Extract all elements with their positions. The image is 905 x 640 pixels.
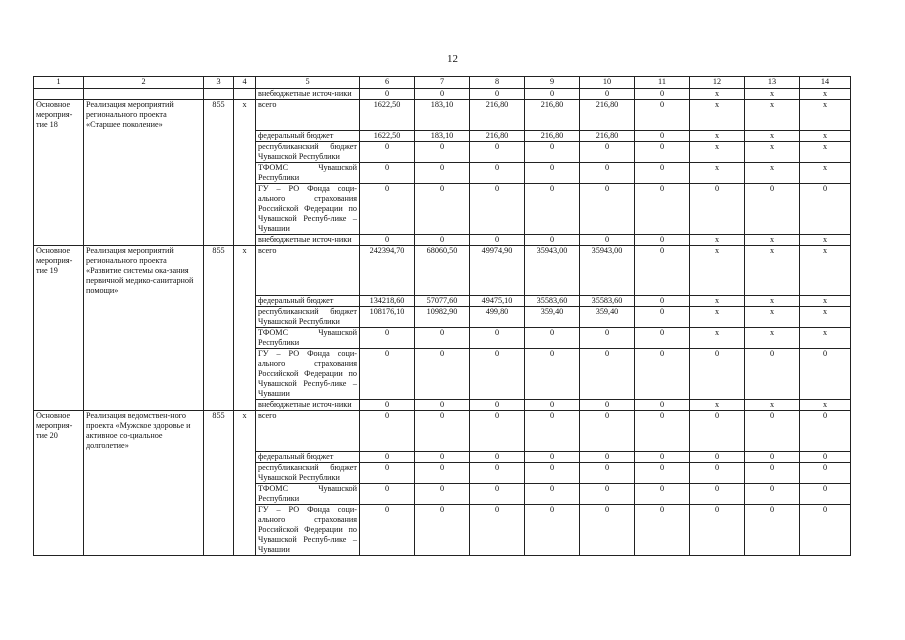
value-cell: 0 [580,234,635,245]
value-cell: 216,80 [525,130,580,141]
value-cell: 359,40 [525,307,580,328]
value-cell: 0 [360,451,415,462]
value-cell: 0 [690,411,745,452]
mark-cell [234,296,256,307]
event-name-cell: Основное мероприя-тие 20 [34,411,84,452]
table-row [34,245,851,296]
value-cell: x [745,100,800,131]
project-name-cell [84,89,204,100]
value-cell: x [800,307,851,328]
value-cell: 35943,00 [525,245,580,296]
value-cell: x [800,245,851,296]
funding-source-cell: внебюджетные источ-ники [256,89,360,100]
value-cell: 1622,50 [360,130,415,141]
project-name-cell [84,349,204,400]
event-name-cell: Основное мероприя-тие 18 [34,100,84,131]
project-name-cell [84,141,204,162]
value-cell: 0 [580,141,635,162]
mark-cell [234,483,256,504]
value-cell: x [745,400,800,411]
value-cell: 0 [360,349,415,400]
value-cell: 0 [470,162,525,183]
event-name-cell [34,400,84,411]
column-header: 9 [525,77,580,89]
funding-source-cell: ГУ – РО Фонда соци-ального страхования Российской Федерации по Чувашской Респуб-лике – Чувашии [256,183,360,234]
funding-source-cell: республиканский бюджет Чувашской Республики [256,307,360,328]
value-cell: 0 [800,349,851,400]
event-name-cell [34,504,84,555]
column-header: 13 [745,77,800,89]
table-row [34,141,851,162]
value-cell: 0 [470,411,525,452]
project-name-cell [84,451,204,462]
code-cell [204,162,234,183]
column-header: 12 [690,77,745,89]
project-name-cell [84,328,204,349]
value-cell: x [800,328,851,349]
code-cell [204,504,234,555]
value-cell: x [745,307,800,328]
code-cell [204,307,234,328]
budget-table [33,76,851,556]
value-cell: x [800,100,851,131]
value-cell: x [745,141,800,162]
column-header: 4 [234,77,256,89]
value-cell: 0 [580,504,635,555]
value-cell: 0 [690,349,745,400]
value-cell: x [690,234,745,245]
value-cell: x [745,234,800,245]
value-cell: 0 [415,462,470,483]
value-cell: 0 [470,89,525,100]
event-name-cell: Основное мероприя-тие 19 [34,245,84,296]
value-cell: 0 [415,328,470,349]
code-cell: 855 [204,100,234,131]
value-cell: 216,80 [470,100,525,131]
value-cell: x [690,89,745,100]
value-cell: 0 [415,411,470,452]
value-cell: 216,80 [580,130,635,141]
value-cell: 0 [525,141,580,162]
value-cell: 0 [360,504,415,555]
value-cell: x [690,245,745,296]
project-name-cell [84,296,204,307]
project-name-cell [84,504,204,555]
column-header: 1 [34,77,84,89]
value-cell: 0 [525,349,580,400]
code-cell: 855 [204,245,234,296]
value-cell: 0 [690,183,745,234]
value-cell: x [745,296,800,307]
code-cell [204,130,234,141]
code-cell [204,328,234,349]
value-cell: 0 [635,451,690,462]
project-name-cell [84,130,204,141]
value-cell: x [800,234,851,245]
value-cell: 0 [690,462,745,483]
value-cell: 0 [635,462,690,483]
value-cell: 0 [635,504,690,555]
mark-cell [234,234,256,245]
value-cell: x [800,141,851,162]
code-cell [204,141,234,162]
mark-cell [234,400,256,411]
value-cell: 216,80 [470,130,525,141]
value-cell: 0 [360,141,415,162]
code-cell: 855 [204,411,234,452]
project-name-cell [84,183,204,234]
event-name-cell [34,141,84,162]
value-cell: 0 [470,349,525,400]
value-cell: 0 [525,411,580,452]
funding-source-cell: внебюджетные источ-ники [256,234,360,245]
mark-cell [234,162,256,183]
project-name-cell [84,483,204,504]
code-cell [204,451,234,462]
funding-source-cell: республиканский бюджет Чувашской Республики [256,462,360,483]
value-cell: 0 [470,234,525,245]
value-cell: x [690,400,745,411]
value-cell: 216,80 [580,100,635,131]
column-header: 2 [84,77,204,89]
mark-cell [234,130,256,141]
value-cell: 0 [525,328,580,349]
code-cell [204,400,234,411]
value-cell: 0 [635,89,690,100]
table-row [34,89,851,100]
event-name-cell [34,451,84,462]
value-cell: x [800,162,851,183]
code-cell [204,483,234,504]
value-cell: 0 [800,483,851,504]
column-number-row [34,77,851,89]
funding-source-cell: ТФОМС Чувашской Республики [256,328,360,349]
value-cell: 0 [635,234,690,245]
value-cell: 0 [470,141,525,162]
value-cell: 0 [360,462,415,483]
funding-source-cell: республиканский бюджет Чувашской Республики [256,141,360,162]
value-cell: 0 [360,183,415,234]
mark-cell [234,307,256,328]
value-cell: 0 [690,451,745,462]
value-cell: x [745,89,800,100]
value-cell: 0 [635,245,690,296]
code-cell [204,89,234,100]
value-cell: 0 [525,183,580,234]
funding-source-cell: всего [256,100,360,131]
value-cell: 0 [470,462,525,483]
table-row [34,162,851,183]
value-cell: 57077,60 [415,296,470,307]
project-name-cell [84,162,204,183]
value-cell: x [800,296,851,307]
project-name-cell: Реализация ведомствен-ного проекта «Мужское здоровье и активное со-циальное долголетие» [84,411,204,452]
value-cell: 0 [360,89,415,100]
project-name-cell [84,400,204,411]
value-cell: 499,80 [470,307,525,328]
table-row [34,349,851,400]
value-cell: 0 [525,234,580,245]
project-name-cell [84,234,204,245]
value-cell: 0 [470,483,525,504]
value-cell: 0 [470,400,525,411]
column-header: 11 [635,77,690,89]
table-row [34,462,851,483]
table-row [34,183,851,234]
funding-source-cell: федеральный бюджет [256,130,360,141]
value-cell: 0 [525,162,580,183]
funding-source-cell: федеральный бюджет [256,296,360,307]
value-cell: 0 [745,411,800,452]
value-cell: 0 [525,483,580,504]
value-cell: 49475,10 [470,296,525,307]
value-cell: 0 [580,349,635,400]
value-cell: 0 [525,400,580,411]
value-cell: x [690,296,745,307]
event-name-cell [34,234,84,245]
value-cell: 0 [745,462,800,483]
event-name-cell [34,483,84,504]
value-cell: 0 [745,183,800,234]
value-cell: 0 [470,451,525,462]
value-cell: 0 [580,162,635,183]
event-name-cell [34,296,84,307]
value-cell: 0 [360,400,415,411]
funding-source-cell: ГУ – РО Фонда соци-ального страхования Российской Федерации по Чувашской Респуб-лике – Чувашии [256,504,360,555]
column-header: 10 [580,77,635,89]
value-cell: 35583,60 [525,296,580,307]
value-cell: 359,40 [580,307,635,328]
value-cell: x [690,130,745,141]
mark-cell [234,451,256,462]
value-cell: 0 [470,183,525,234]
event-name-cell [34,328,84,349]
value-cell: x [745,328,800,349]
column-header: 14 [800,77,851,89]
value-cell: 35943,00 [580,245,635,296]
value-cell: 0 [580,451,635,462]
value-cell: 0 [360,234,415,245]
value-cell: x [690,100,745,131]
value-cell: 0 [415,141,470,162]
funding-source-cell: внебюджетные источ-ники [256,400,360,411]
value-cell: 0 [580,328,635,349]
value-cell: 0 [745,504,800,555]
value-cell: 0 [745,451,800,462]
mark-cell [234,349,256,400]
funding-source-cell: всего [256,245,360,296]
column-header: 6 [360,77,415,89]
funding-source-cell: ТФОМС Чувашской Республики [256,483,360,504]
value-cell: 216,80 [525,100,580,131]
value-cell: x [745,245,800,296]
value-cell: 0 [800,462,851,483]
value-cell: 0 [470,504,525,555]
value-cell: x [800,130,851,141]
value-cell: 0 [525,89,580,100]
value-cell: 0 [580,483,635,504]
table-row [34,400,851,411]
event-name-cell [34,349,84,400]
value-cell: 0 [635,130,690,141]
value-cell: 0 [800,183,851,234]
value-cell: 0 [415,451,470,462]
value-cell: 0 [635,100,690,131]
value-cell: x [800,400,851,411]
value-cell: 0 [360,162,415,183]
mark-cell: x [234,100,256,131]
table-row [34,100,851,131]
code-cell [204,462,234,483]
value-cell: 0 [635,483,690,504]
table-row [34,234,851,245]
value-cell: 0 [360,411,415,452]
event-name-cell [34,89,84,100]
event-name-cell [34,183,84,234]
funding-source-cell: федеральный бюджет [256,451,360,462]
value-cell: 35583,60 [580,296,635,307]
value-cell: 0 [415,400,470,411]
project-name-cell [84,307,204,328]
event-name-cell [34,462,84,483]
value-cell: 0 [525,451,580,462]
mark-cell [234,183,256,234]
mark-cell [234,89,256,100]
value-cell: 0 [635,328,690,349]
table-row [34,504,851,555]
value-cell: 0 [635,411,690,452]
mark-cell: x [234,411,256,452]
value-cell: 0 [580,411,635,452]
value-cell: 10982,90 [415,307,470,328]
value-cell: 0 [580,400,635,411]
column-header: 5 [256,77,360,89]
project-name-cell: Реализация мероприятий регионального проекта «Старшее поколение» [84,100,204,131]
value-cell: 0 [580,462,635,483]
value-cell: x [800,89,851,100]
value-cell: x [745,162,800,183]
value-cell: 0 [360,483,415,504]
value-cell: 108176,10 [360,307,415,328]
mark-cell [234,504,256,555]
funding-source-cell: ТФОМС Чувашской Республики [256,162,360,183]
value-cell: 0 [415,162,470,183]
mark-cell: x [234,245,256,296]
table-row [34,307,851,328]
project-name-cell [84,462,204,483]
value-cell: 0 [690,504,745,555]
funding-source-cell: ГУ – РО Фонда соци-ального страхования Российской Федерации по Чувашской Респуб-лике – Чувашии [256,349,360,400]
table-row [34,328,851,349]
value-cell: 49974,90 [470,245,525,296]
funding-source-cell: всего [256,411,360,452]
project-name-cell: Реализация мероприятий регионального проекта «Развитие системы ока-зания первичной медико-санитарной помощи» [84,245,204,296]
column-header: 7 [415,77,470,89]
value-cell: 0 [580,183,635,234]
value-cell: x [690,141,745,162]
value-cell: 0 [415,234,470,245]
table-row [34,483,851,504]
value-cell: 183,10 [415,130,470,141]
value-cell: 0 [415,89,470,100]
value-cell: 1622,50 [360,100,415,131]
value-cell: x [690,328,745,349]
table-body [34,89,851,556]
table-row [34,451,851,462]
value-cell: 0 [635,183,690,234]
table-row [34,411,851,452]
value-cell: 0 [635,162,690,183]
table-row [34,296,851,307]
event-name-cell [34,162,84,183]
event-name-cell [34,130,84,141]
value-cell: 0 [635,141,690,162]
value-cell: 0 [415,349,470,400]
value-cell: 0 [635,296,690,307]
value-cell: 0 [800,411,851,452]
value-cell: x [690,162,745,183]
value-cell: 0 [415,483,470,504]
value-cell: 0 [800,451,851,462]
value-cell: 0 [800,504,851,555]
value-cell: x [690,307,745,328]
value-cell: 0 [690,483,745,504]
column-header: 8 [470,77,525,89]
mark-cell [234,328,256,349]
code-cell [204,349,234,400]
code-cell [204,296,234,307]
value-cell: 0 [470,328,525,349]
event-name-cell [34,307,84,328]
column-header: 3 [204,77,234,89]
value-cell: 0 [745,349,800,400]
value-cell: 0 [580,89,635,100]
code-cell [204,183,234,234]
value-cell: 0 [745,483,800,504]
value-cell: x [745,130,800,141]
value-cell: 0 [525,504,580,555]
value-cell: 0 [360,328,415,349]
code-cell [204,234,234,245]
value-cell: 0 [415,504,470,555]
table-row [34,130,851,141]
value-cell: 0 [525,462,580,483]
value-cell: 0 [635,307,690,328]
value-cell: 242394,70 [360,245,415,296]
page-number: 12 [447,53,458,65]
value-cell: 0 [635,349,690,400]
value-cell: 183,10 [415,100,470,131]
mark-cell [234,141,256,162]
value-cell: 68060,50 [415,245,470,296]
value-cell: 134218,60 [360,296,415,307]
value-cell: 0 [635,400,690,411]
mark-cell [234,462,256,483]
value-cell: 0 [415,183,470,234]
